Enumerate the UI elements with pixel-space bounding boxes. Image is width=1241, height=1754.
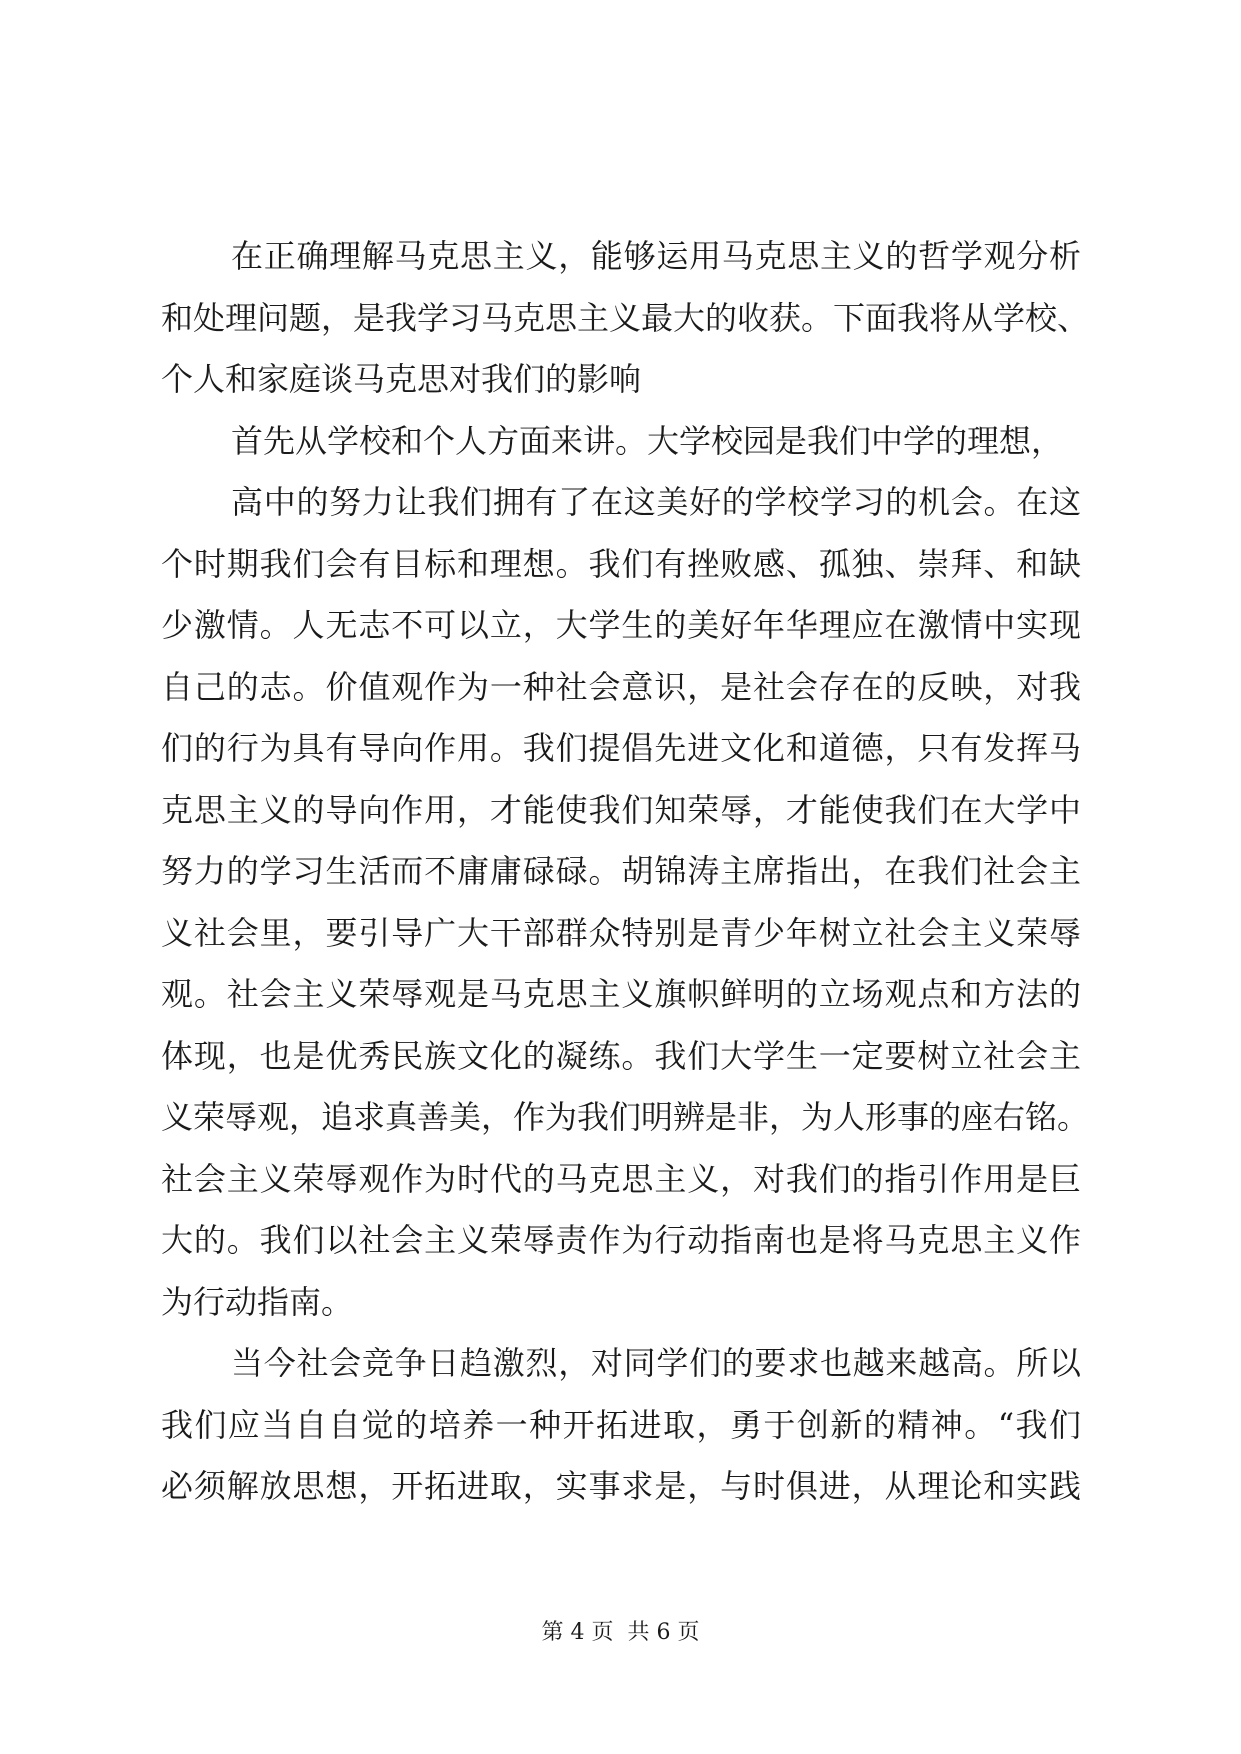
text-line: 大的。我们以社会主义荣辱责作为行动指南也是将马克思主义作 — [161, 1221, 1081, 1259]
text-line: 努力的学习生活而不庸庸碌碌。胡锦涛主席指出，在我们社会主 — [161, 852, 1081, 890]
text-line: 高中的努力让我们拥有了在这美好的学校学习的机会。在这 — [231, 483, 1081, 521]
text-line: 个人和家庭谈马克思对我们的影响 — [161, 360, 642, 398]
page-number: 第 4 页 共 6 页 — [541, 1620, 700, 1645]
text-line: 义荣辱观，追求真善美，作为我们明辨是非，为人形事的座右铭。 — [161, 1098, 1090, 1136]
text-line: 在正确理解马克思主义，能够运用马克思主义的哲学观分析 — [231, 237, 1081, 275]
text-line: 必须解放思想，开拓进取，实事求是，与时俱进，从理论和实践 — [161, 1467, 1081, 1505]
text-line: 社会主义荣辱观作为时代的马克思主义，对我们的指引作用是巨 — [161, 1159, 1081, 1198]
body-text — [161, 226, 1090, 1518]
text-line: 观。社会主义荣辱观是马克思主义旗帜鲜明的立场观点和方法的 — [161, 975, 1081, 1013]
text-line: 当今社会竞争日趋激烈，对同学们的要求也越来越高。所以 — [231, 1344, 1081, 1382]
text-line: 义社会里，要引导广大干部群众特别是青少年树立社会主义荣辱 — [161, 913, 1081, 952]
text-line: 自己的志。价值观作为一种社会意识，是社会存在的反映，对我 — [161, 667, 1081, 706]
text-line: 个时期我们会有目标和理想。我们有挫败感、孤独、崇拜、和缺 — [161, 544, 1081, 583]
text-line: 为行动指南。 — [161, 1282, 354, 1321]
text-line: 我们应当自自觉的培养一种开拓进取，勇于创新的精神。“我们 — [161, 1405, 1081, 1444]
text-line: 们的行为具有导向作用。我们提倡先进文化和道德，只有发挥马 — [161, 729, 1081, 767]
text-line: 体现，也是优秀民族文化的凝练。我们大学生一定要树立社会主 — [161, 1036, 1081, 1075]
text-line: 克思主义的导向作用，才能使我们知荣辱，才能使我们在大学中 — [161, 790, 1081, 829]
page-footer — [0, 1618, 1241, 1648]
text-line: 首先从学校和个人方面来讲。大学校园是我们中学的理想， — [231, 421, 1064, 460]
text-line: 少激情。人无志不可以立，大学生的美好年华理应在激情中实现 — [161, 606, 1081, 644]
text-line: 和处理问题，是我学习马克思主义最大的收获。下面我将从学校、 — [161, 298, 1090, 337]
